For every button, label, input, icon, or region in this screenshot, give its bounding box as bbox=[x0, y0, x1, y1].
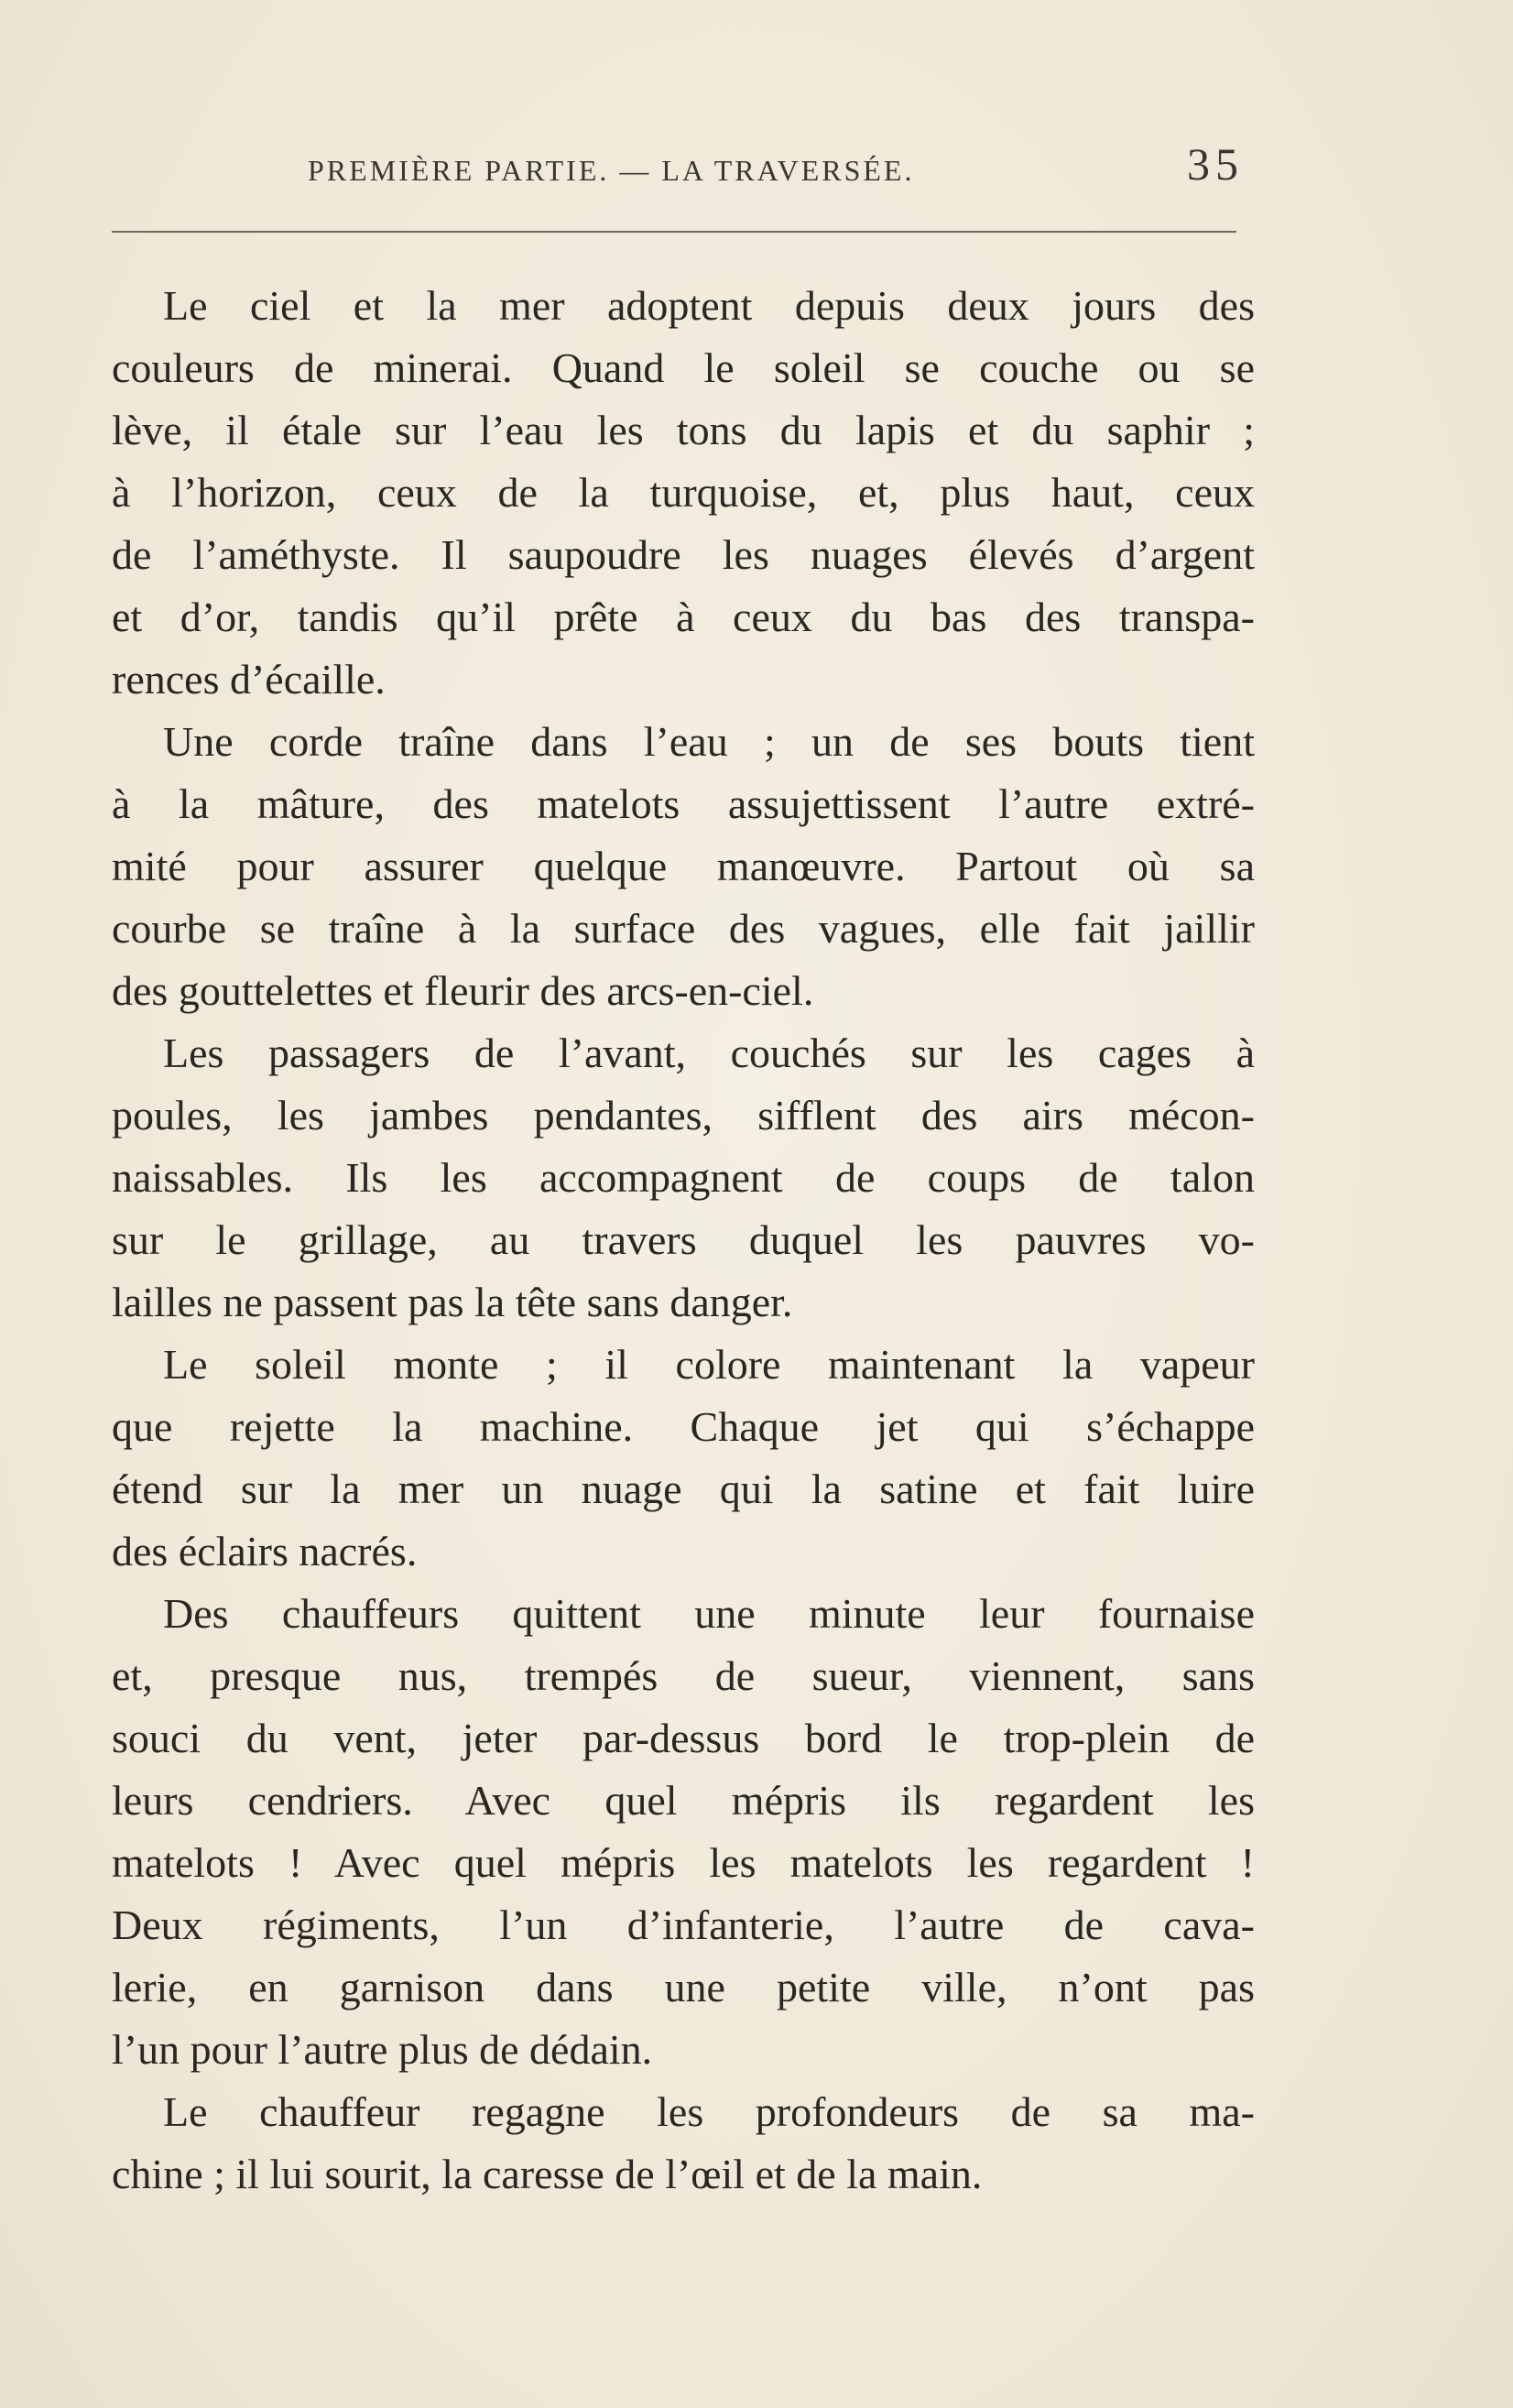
text-line: Les passagers de l’avant, couchés sur les cages à bbox=[163, 1030, 1255, 1076]
text-line: mité pour assurer quelque manœuvre. Partout où sa bbox=[112, 843, 1255, 889]
paragraph-1 bbox=[112, 275, 1255, 711]
text-line: de l’améthyste. Il saupoudre les nuages élevés d’argent bbox=[112, 531, 1255, 578]
text-line: souci du vent, jeter par-dessus bord le trop-plein de bbox=[112, 1715, 1255, 1761]
text-line: Le chauffeur regagne les profondeurs de sa ma- bbox=[163, 2088, 1255, 2135]
text-line: l’un pour l’autre plus de dédain. bbox=[112, 2026, 653, 2073]
text-line: Le ciel et la mer adoptent depuis deux jours des bbox=[163, 282, 1255, 329]
text-line: Une corde traîne dans l’eau ; un de ses bouts tient bbox=[163, 718, 1255, 765]
text-line: étend sur la mer un nuage qui la satine et fait luire bbox=[112, 1466, 1255, 1512]
text-line: rences d’écaille. bbox=[112, 656, 386, 703]
text-line: lerie, en garnison dans une petite ville, n’ont pas bbox=[112, 1964, 1255, 2010]
text-line: à la mâture, des matelots assujettissent l’autre extré- bbox=[112, 780, 1255, 827]
text-line: leurs cendriers. Avec quel mépris ils regardent les bbox=[112, 1777, 1255, 1824]
text-line: Le soleil monte ; il colore maintenant la vapeur bbox=[163, 1341, 1255, 1388]
text-line: poules, les jambes pendantes, sifflent des airs mécon- bbox=[112, 1092, 1255, 1139]
paragraph-5 bbox=[112, 1583, 1255, 2081]
text-line: naissables. Ils les accompagnent de coups de talon bbox=[112, 1154, 1255, 1201]
paragraph-2 bbox=[112, 711, 1255, 1022]
text-line: sur le grillage, au travers duquel les pauvres vo- bbox=[112, 1216, 1255, 1263]
text-line: à l’horizon, ceux de la turquoise, et, plus haut, ceux bbox=[112, 469, 1255, 516]
text-line: courbe se traîne à la surface des vagues, elle fait jaillir bbox=[112, 905, 1255, 952]
page-number: 35 bbox=[1187, 138, 1244, 190]
text-line: Des chauffeurs quittent une minute leur fournaise bbox=[163, 1590, 1255, 1637]
text-line: des éclairs nacrés. bbox=[112, 1528, 418, 1574]
text-line: couleurs de minerai. Quand le soleil se couche ou se bbox=[112, 344, 1255, 391]
header-rule bbox=[112, 231, 1236, 233]
text-line: chine ; il lui sourit, la caresse de l’œil et de la main. bbox=[112, 2151, 983, 2197]
text-line: que rejette la machine. Chaque jet qui s’échappe bbox=[112, 1403, 1255, 1450]
text-line: lève, il étale sur l’eau les tons du lapis et du saphir ; bbox=[112, 407, 1255, 453]
running-head: PREMIÈRE PARTIE. — LA TRAVERSÉE. bbox=[308, 154, 915, 187]
paragraph-6 bbox=[112, 2081, 1255, 2206]
text-line: et, presque nus, trempés de sueur, viennent, sans bbox=[112, 1652, 1255, 1699]
text-line: Deux régiments, l’un d’infanterie, l’autre de cava- bbox=[112, 1901, 1255, 1948]
paragraph-3 bbox=[112, 1022, 1255, 1334]
text-line: lailles ne passent pas la tête sans danger. bbox=[112, 1279, 793, 1325]
text-line: des gouttelettes et fleurir des arcs-en-ciel. bbox=[112, 967, 814, 1014]
text-line: et d’or, tandis qu’il prête à ceux du bas des transpa- bbox=[112, 594, 1255, 640]
paragraph-4 bbox=[112, 1334, 1255, 1583]
text-line: matelots ! Avec quel mépris les matelots les regardent ! bbox=[112, 1839, 1255, 1886]
body-text bbox=[112, 275, 1255, 2206]
